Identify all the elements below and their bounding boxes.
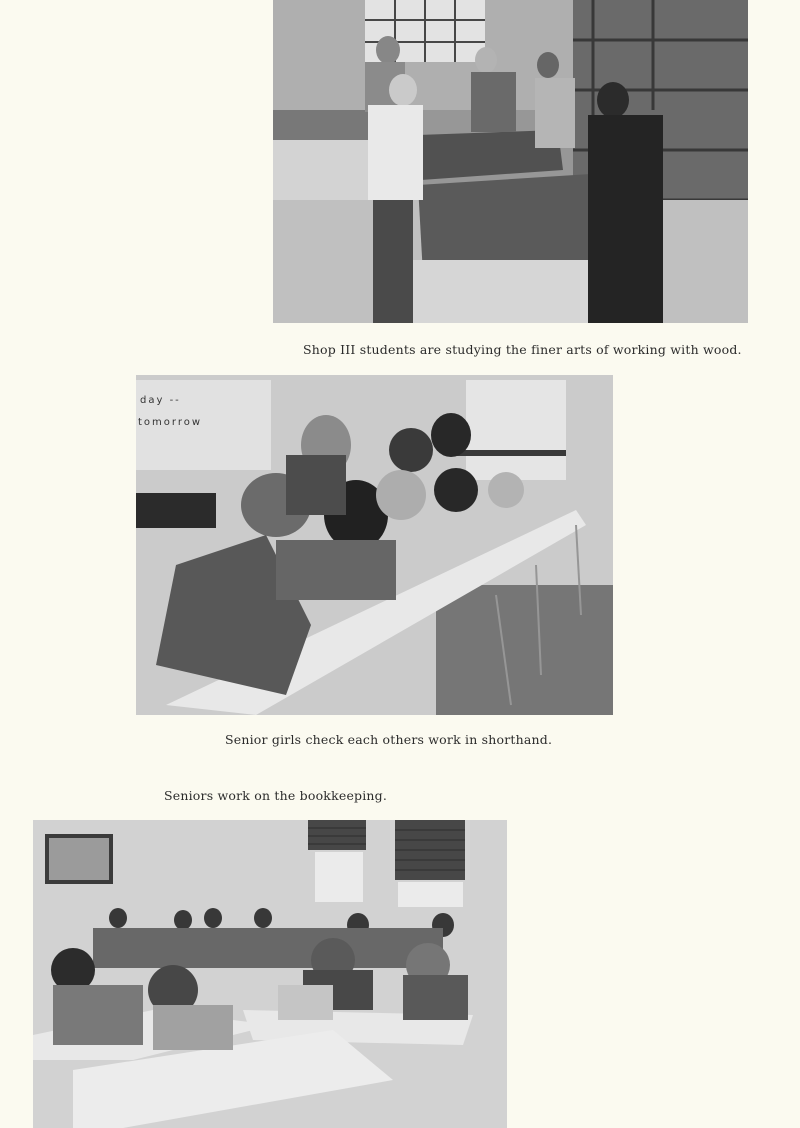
shop-class-image xyxy=(273,0,748,323)
shop-class-caption: Shop III students are studying the finer arts of working with wood. xyxy=(303,342,742,357)
shop-class-photo xyxy=(273,0,748,323)
board-text-line-2: tomorrow xyxy=(138,417,203,428)
bookkeeping-class-photo xyxy=(33,820,507,1128)
shorthand-class-image xyxy=(136,375,613,715)
bookkeeping-class-caption: Seniors work on the bookkeeping. xyxy=(164,788,388,803)
bookkeeping-class-image xyxy=(33,820,507,1128)
shorthand-class-photo xyxy=(136,375,613,715)
shorthand-class-caption: Senior girls check each others work in shorthand. xyxy=(225,732,553,747)
board-text-line-1: day -- xyxy=(140,395,181,406)
